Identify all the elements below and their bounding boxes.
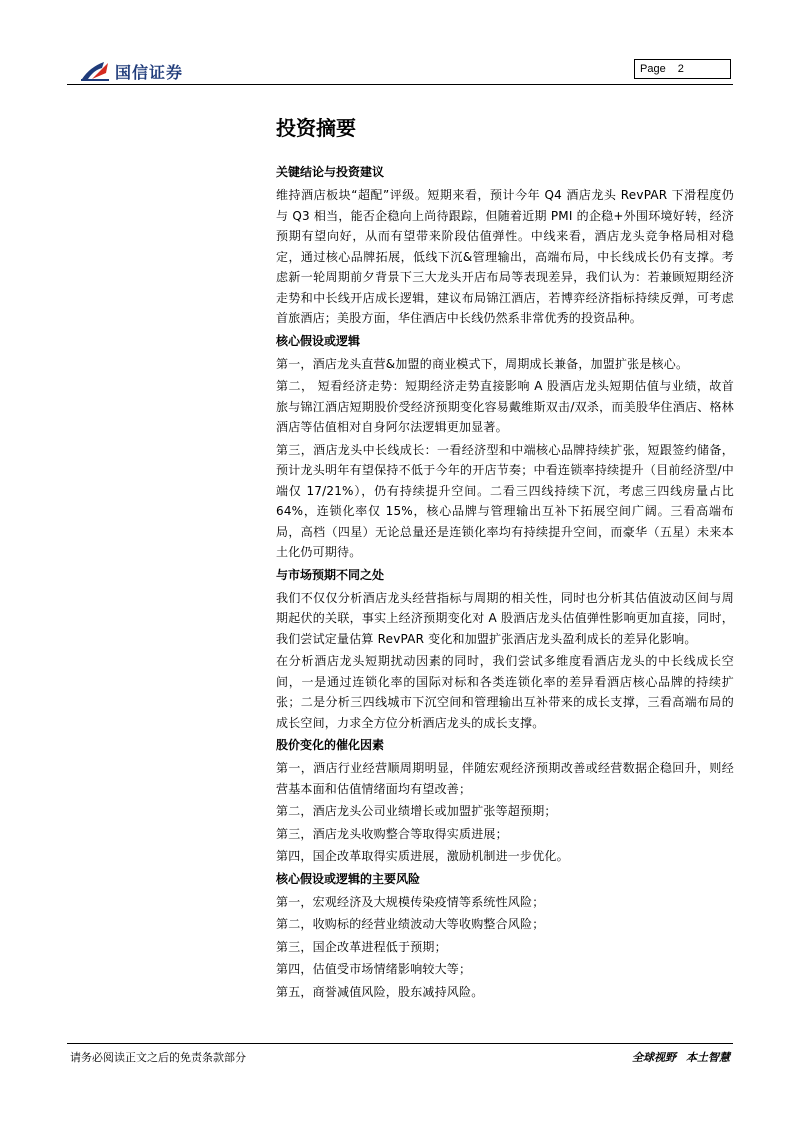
section-paragraph: 第一，酒店龙头直营&加盟的商业模式下，周期成长兼备，加盟扩张是核心。 xyxy=(276,356,689,371)
page-indicator xyxy=(634,59,731,79)
section-paragraph: 第四，估值受市场情绪影响较大等； xyxy=(276,962,472,976)
company-logo xyxy=(80,58,183,84)
logo-mark-icon xyxy=(80,59,110,83)
section-paragraph: 第二，酒店龙头公司业绩增长或加盟扩张等超预期； xyxy=(276,804,557,818)
section-paragraph: 第三，酒店龙头收购整合等取得实质进展； xyxy=(276,826,508,841)
section-paragraph: 第三，国企改革进程低于预期； xyxy=(276,939,447,954)
section-paragraph: 第二， 短看经济走势：短期经济走势直接影响 A 股酒店龙头短期估值与业绩，故首旅与锦江酒店短期股价受经济预期变化容易戴维斯双击/双杀，而美股华住酒店、格林酒店等估值相对自身阿尔法逻辑更加显著。 xyxy=(276,379,734,434)
section-paragraph: 维持酒店板块“超配”评级。短期来看，预计今年 Q4 酒店龙头 RevPAR 下滑程度仍与 Q3 相当，能否企稳向上尚待跟踪，但随着近期 PMI 的企稳+外围环境好转，经济预期有望向好，从而有望带来阶段估值弹性。中线来看，酒店龙头竞争格局相对稳定，通过核心品牌拓展，低线下沉&管理输出，高端布局，中长线成长仍有支撑。考虑新一轮周期前夕背景下三大龙头开店布局等表现差异，我们认为：若兼顾短期经济走势和中长线开店成长逻辑，建议布局锦江酒店，若博弈经济指标持续反弹，可考虑首旅酒店；美股方面，华住酒店中长线仍然系非常优秀的投资品种。 xyxy=(276,188,734,325)
footer-disclaimer: 请务必阅读正文之后的免责条款部分 xyxy=(70,1051,246,1064)
footer-slogan xyxy=(632,1049,730,1065)
logo-text: 国信证券 xyxy=(115,62,184,82)
section-paragraph: 我们不仅仅分析酒店龙头经营指标与周期的相关性，同时也分析其估值波动区间与周期起伏的关联，事实上经济预期变化对 A 股酒店龙头估值弹性影响更加直接，同时，我们尝试定量估算 RevPAR 变化和加盟扩张酒店龙头盈利成长的差异化影响。 xyxy=(276,590,734,646)
section-heading: 关键结论与投资建议 xyxy=(276,165,385,179)
footer-slogan-part: 本土智慧 xyxy=(686,1051,730,1064)
section-heading: 股价变化的催化因素 xyxy=(276,738,385,752)
section-heading: 核心假设或逻辑的主要风险 xyxy=(276,871,421,886)
section-paragraph: 第二，收购标的经营业绩波动大等收购整合风险； xyxy=(276,917,545,931)
header-divider xyxy=(67,84,733,85)
page-header xyxy=(0,0,793,100)
section-paragraph: 第一，酒店行业经营顺周期明显，伴随宏观经济预期改善或经营数据企稳回升，则经营基本面和估值情绪面均有望改善； xyxy=(276,761,734,796)
section-paragraph: 第五，商誉减值风险，股东减持风险。 xyxy=(276,984,484,999)
section-heading: 核心假设或逻辑 xyxy=(276,333,361,348)
footer-slogan-part: 全球视野 xyxy=(632,1051,676,1064)
section-paragraph: 第一，宏观经济及大规模传染疫情等系统性风险； xyxy=(276,894,545,909)
footer-divider xyxy=(67,1043,733,1044)
section-paragraph: 第三，酒店龙头中长线成长：一看经济型和中端核心品牌持续扩张，短跟签约储备，预计龙头明年有望保持不低于今年的开店节奏；中看连锁率持续提升（目前经济型/中端仅 17/21%），仍有持续提升空间。二看三四线持续下沉，考虑三四线房量占比 64%，连锁化率仅 15%，核心品牌与管理输出互补下拓展空间广阔。三看高端布局，高档（四星）无论总量还是连锁化率均有持续提升空间，而豪华（五星）未来本土化仍可期待。 xyxy=(276,442,734,559)
main-content xyxy=(276,112,734,1004)
section-paragraph: 第四，国企改革取得实质进展，激励机制进一步优化。 xyxy=(276,849,569,863)
section-paragraph: 在分析酒店龙头短期扰动因素的同时，我们尝试多维度看酒店龙头的中长线成长空间，一是通过连锁化率的国际对标和各类连锁化率的差异看酒店核心品牌的持续扩张；二是分析三四线城市下沉空间和管理输出互补带来的成长支撑，三看高端布局的成长空间，力求全方位分析酒店龙头的成长支撑。 xyxy=(276,654,734,730)
page-title: 投资摘要 xyxy=(276,116,356,140)
section-heading: 与市场预期不同之处 xyxy=(276,567,385,582)
page-label: Page xyxy=(640,63,666,75)
page-number: 2 xyxy=(677,63,684,75)
